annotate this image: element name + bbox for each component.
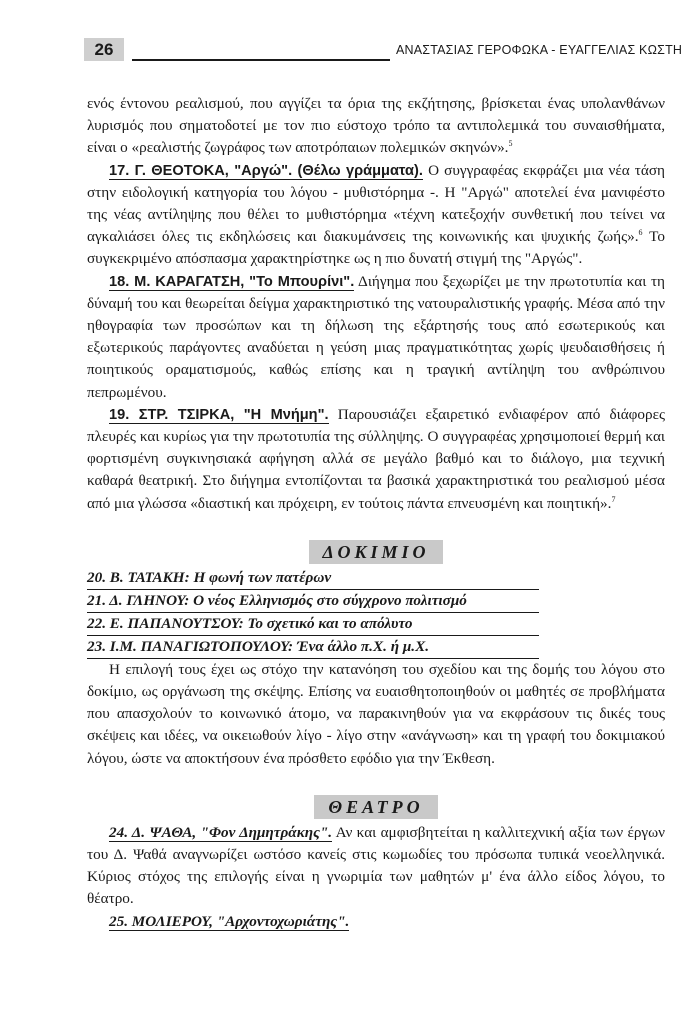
- running-title: ΑΝΑΣΤΑΣΙΑΣ ΓΕΡΟΦΩΚΑ - ΕΥΑΓΓΕΛΙΑΣ ΚΩΣΤΗ: [396, 43, 683, 57]
- footnote-marker: 6: [638, 228, 643, 238]
- essay-entry-20: 20. Β. ΤΑΤΑΚΗ: Η φωνή των πατέρων: [87, 567, 539, 590]
- essay-entry-22: 22. Ε. ΠΑΠΑΝΟΥΤΣΟΥ: Το σχετικό και το απόλυτο: [87, 613, 539, 636]
- intro-text: ενός έντονου ρεαλισμού, που αγγίζει τα όρια της εκζήτησης, βρίσκεται ένας υπολανθάνων λυρισμός που σηματοδοτεί με τον πιο εύστοχο τρόπο τα αντιπολεμικά του συναισθήματα, είναι ο «ρεαλιστής ζωγράφος των αποτρόπαιων πολεμικών σκηνών».: [87, 95, 665, 157]
- item-17-text: Ο συγγραφέας εκφράζει μια νέα τάση στην ειδολογική κατηγορία του λόγου - μυθιστόρημα -. Η "Αργώ" αποτελεί ένα μανιφέστο της νέας αντίληψης που θέλει το μυθιστόρημα «τέχνη κατεξοχήν συνθετική που τείνει να αγκαλιάσει όλες τις εκδηλώσεις και διακυμάνσεις της κοινωνικής και ψυχικής ζωής».: [87, 161, 665, 246]
- item-19-title: 19. ΣΤΡ. ΤΣΙΡΚΑ, "Η Μνήμη".: [109, 406, 329, 423]
- item-24: [87, 822, 665, 911]
- item-19-text: Παρουσιάζει εξαιρετικό ενδιαφέρον από διάφορες πλευρές και κυρίως για την πρωτοτυπία της σύλληψης. Ο συγγραφέας χρησιμοποιεί θερμή και φορτισμένη συγκινησιακά αφήγηση αλλά σε μεγάλο βαθμό και το διάλογο, μια τεχνική καθαρά θεατρική. Στο διήγημα εντοπίζονται τα βασικά χαρακτηριστικά του ρεαλισμού μέσα από μια γλώσσα «διαστική και πρόχειρη, εν τούτοις πάντα επνευσμένη και ποιητική».: [87, 405, 665, 512]
- item-18: [87, 271, 665, 404]
- item-17-tail: Το συγκεκριμένο απόσπασμα χαρακτηρίστηκε ως η πιο δυνατή στιγμή της "Αργώς".: [87, 228, 665, 268]
- essay-paragraph: Η επιλογή τους έχει ως στόχο την κατανόηση του σχεδίου και της δομής του λόγου στο δοκίμιο, ως οργάνωση της σκέψης. Επίσης να ευαισθητοποιηθούν οι μαθητές σε προβλήματα που απασχολούν το κοινωνικό άτομο, να παρακινηθούν για να εκφράσουν τις δικές τους σκέψεις και ιδέες, να οικειωθούν λίγο - λίγο στην «ανάγνωση» και τη γραφή του δοκιμιακού λόγου, ώστε να αποκτήσουν ένα πρόσθετο εφόδιο για την Έκθεση.: [87, 660, 665, 767]
- item-24-title: 24. Δ. ΨΑΘΑ, "Φον Δημητράκης".: [109, 823, 333, 841]
- item-24-text: Αν και αμφισβητείται η καλλιτεχνική αξία των έργων του Δ. Ψαθά αναγνωρίζει ωστόσο κανείς στις κωμωδίες του πρόσωπα τυπικά νεοελληνικά. Κύριος στόχος της επιλογής είναι η γνωριμία των μαθητών μ' ένα άλλο είδος λόγου, το θέατρο.: [87, 823, 665, 908]
- page-number: 26: [84, 38, 124, 61]
- item-19: [87, 404, 665, 515]
- essay-section-heading: [87, 540, 665, 564]
- footnote-marker: 7: [611, 494, 616, 504]
- essay-entry-21: 21. Δ. ΓΛΗΝΟΥ: Ο νέος Ελληνισμός στο σύγχρονο πολιτισμό: [87, 590, 539, 613]
- theatre-heading-text: ΘΕΑΤΡΟ: [314, 795, 437, 819]
- item-17-title: 17. Γ. ΘΕΟΤΟΚΑ, "Αργώ". (Θέλω γράμματα).: [109, 162, 423, 179]
- item-17: [87, 160, 665, 271]
- item-25-title: 25. ΜΟΛΙΕΡΟΥ, "Αρχοντοχωριάτης".: [109, 912, 350, 930]
- item-25: [87, 911, 665, 933]
- intro-paragraph: [87, 93, 665, 160]
- item-18-title: 18. Μ. ΚΑΡΑΓΑΤΣΗ, "Το Μπουρίνι".: [109, 273, 355, 290]
- page-body: [87, 93, 665, 933]
- essay-entry-23: 23. Ι.Μ. ΠΑΝΑΓΙΩΤΟΠΟΥΛΟΥ: Ένα άλλο π.Χ. ή μ.Χ.: [87, 636, 539, 659]
- essay-heading-text: ΔΟΚΙΜΙΟ: [309, 540, 444, 564]
- footnote-marker: 5: [508, 139, 513, 149]
- theatre-section-heading: [87, 795, 665, 819]
- item-18-text: Διήγημα που ξεχωρίζει με την πρωτοτυπία και τη δύναμή του και θεωρείται δείγμα χαρακτηριστικό της νατουραλιστικής γραφής. Μέσα από την ηθογραφία των προσώπων και τη δήλωση της εξάρτησής τους από εσωτερικούς και εξωτερικούς παράγοντες αναδύεται η γεύση μιας πραγματικότητας χωρίς ψευδαισθήσεις ή ποιητικούς οραματισμούς, καθώς επίσης και η τραγική αντίληψη του ανθρώπινου πεπρωμένου.: [87, 272, 665, 401]
- header-rule: [132, 59, 390, 61]
